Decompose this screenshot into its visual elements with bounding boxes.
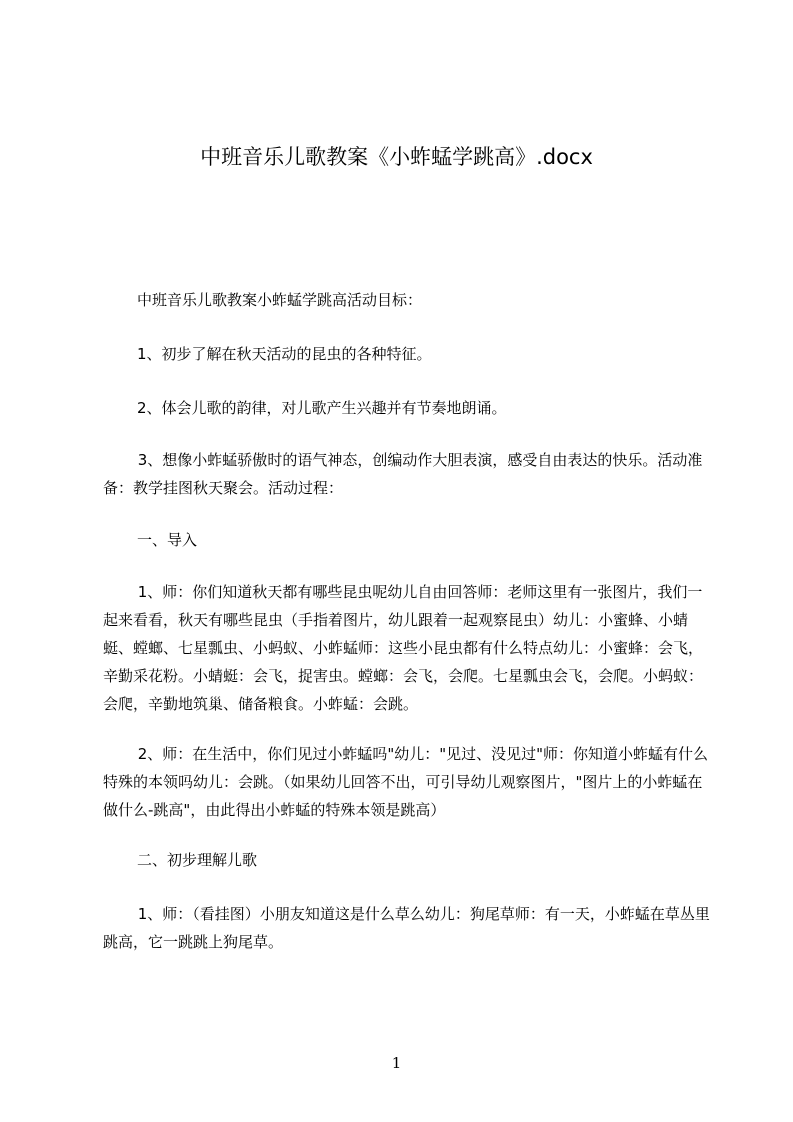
paragraph-objective-2: 2、体会儿歌的韵律，对儿歌产生兴趣并有节奏地朗诵。 <box>107 399 507 417</box>
page-number: 1 <box>391 1054 402 1072</box>
paragraph-intro-2: 2、师：在生活中，你们见过小蚱蜢吗"幼儿："见过、没见过"师：你知道小蚱蜢有什么特殊的本领吗幼儿：会跳。（如果幼儿回答不出，可引导幼儿观察图片，"图片上的小蚱蜢在做什么-跳高"，由此得出小蚱蜢的特殊本领是跳高） <box>103 745 709 819</box>
document-title: 中班音乐儿歌教案《小蚱蜢学跳高》.docx <box>200 145 593 169</box>
paragraph-objective-1: 1、初步了解在秋天活动的昆虫的各种特征。 <box>107 345 432 363</box>
paragraph-intro-1: 1、师：你们知道秋天都有哪些昆虫呢幼儿自由回答师：老师这里有一张图片，我们一起来看看，秋天有哪些昆虫（手指着图片，幼儿跟着一起观察昆虫）幼儿：小蜜蜂、小蜻蜓、螳螂、七星瓢虫、小蚂蚁、小蚱蜢师：这些小昆虫都有什么特点幼儿：小蜜蜂：会飞，辛勤采花粉。小蜻蜓：会飞，捉害虫。螳螂：会飞，会爬。七星瓢虫会飞，会爬。小蚂蚁：会爬，辛勤地筑巢、储备粮食。小蚱蜢：会跳。 <box>103 583 704 713</box>
paragraph-understanding-1: 1、师：（看挂图）小朋友知道这是什么草么幼儿：狗尾草师：有一天，小蚱蜢在草丛里跳高，它一跳跳上狗尾草。 <box>103 905 710 951</box>
paragraph-objectives-heading: 中班音乐儿歌教案小蚱蜢学跳高活动目标： <box>107 291 423 309</box>
section-heading-intro: 一、导入 <box>107 531 198 549</box>
section-heading-understanding: 二、初步理解儿歌 <box>107 851 258 869</box>
paragraph-objective-3: 3、想像小蚱蜢骄傲时的语气神态，创编动作大胆表演，感受自由表达的快乐。活动准备：教学挂图秋天聚会。活动过程： <box>103 451 703 497</box>
